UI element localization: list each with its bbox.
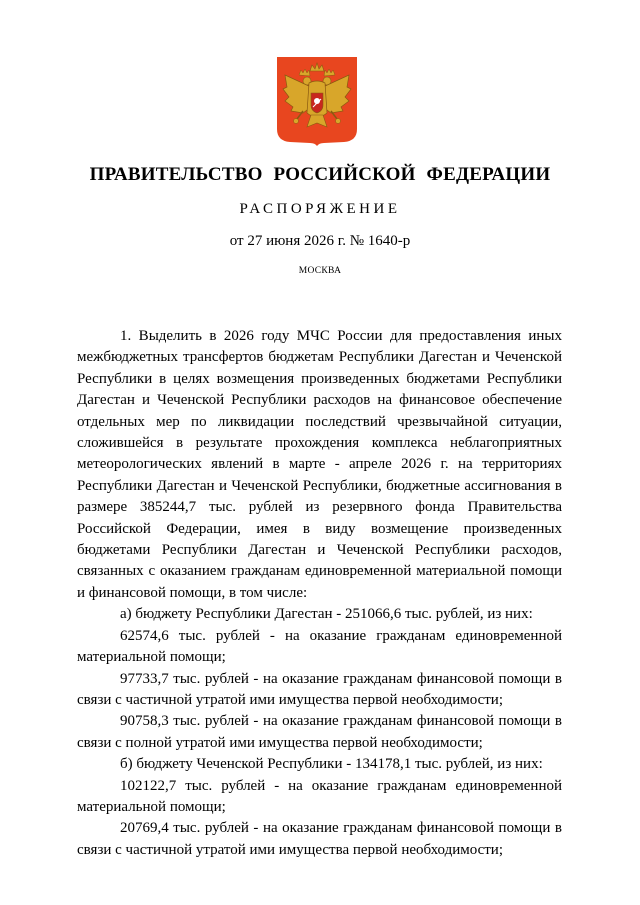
paragraph-7: 102122,7 тыс. рублей - на оказание гражданам единовременной материальной помощи; <box>77 777 562 815</box>
paragraph-4: 97733,7 тыс. рублей - на оказание гражданам финансовой помощи в связи с частичной утратой ими имущества первой необходимости; <box>77 670 562 708</box>
document-date-number: от 27 июня 2026 г. № 1640-р <box>229 233 411 249</box>
government-title: ПРАВИТЕЛЬСТВО РОССИЙСКОЙ ФЕДЕРАЦИИ <box>89 164 551 185</box>
document-body <box>77 326 562 861</box>
paragraph-6: б) бюджету Чеченской Республики - 134178,1 тыс. рублей, из них: <box>120 756 543 773</box>
document-city: МОСКВА <box>298 266 342 276</box>
paragraph-1: 1. Выделить в 2026 году МЧС России для предоставления иных межбюджетных трансфертов бюджетам Республики Дагестан и Чеченской Республики в целях возмещения произведенных бюджетами Республики Дагестан и Чеченской Республики расходов на финансовое обеспечение отдельных мер по ликвидации последствий чрезвычайной ситуации, сложившейся в результате прохождения комплекса неблагоприятных метеорологических явлений в марте - апреле 2026 г. на территориях Республики Дагестан и Чеченской Республики, бюджетные ассигнования в размере 385244,7 тыс. рублей из резервного фонда Правительства Российской Федерации, имея в виду возмещение произведенных бюджетами Республики Дагестан и Чеченской Республики расходов, связанных с оказанием гражданам единовременной материальной помощи и финансовой помощи, в том числе: <box>77 328 562 601</box>
paragraph-3: 62574,6 тыс. рублей - на оказание гражданам единовременной материальной помощи; <box>77 627 562 666</box>
russian-coat-of-arms-icon <box>277 57 357 146</box>
paragraph-2: а) бюджету Республики Дагестан - 251066,6 тыс. рублей, из них: <box>120 606 533 623</box>
paragraph-5: 90758,3 тыс. рублей - на оказание гражданам финансовой помощи в связи с полной утратой ими имущества первой необходимости; <box>77 713 562 751</box>
paragraph-8: 20769,4 тыс. рублей - на оказание гражданам финансовой помощи в связи с частичной утратой ими имущества первой необходимости; <box>77 820 562 858</box>
document-type: РАСПОРЯЖЕНИЕ <box>239 201 401 217</box>
